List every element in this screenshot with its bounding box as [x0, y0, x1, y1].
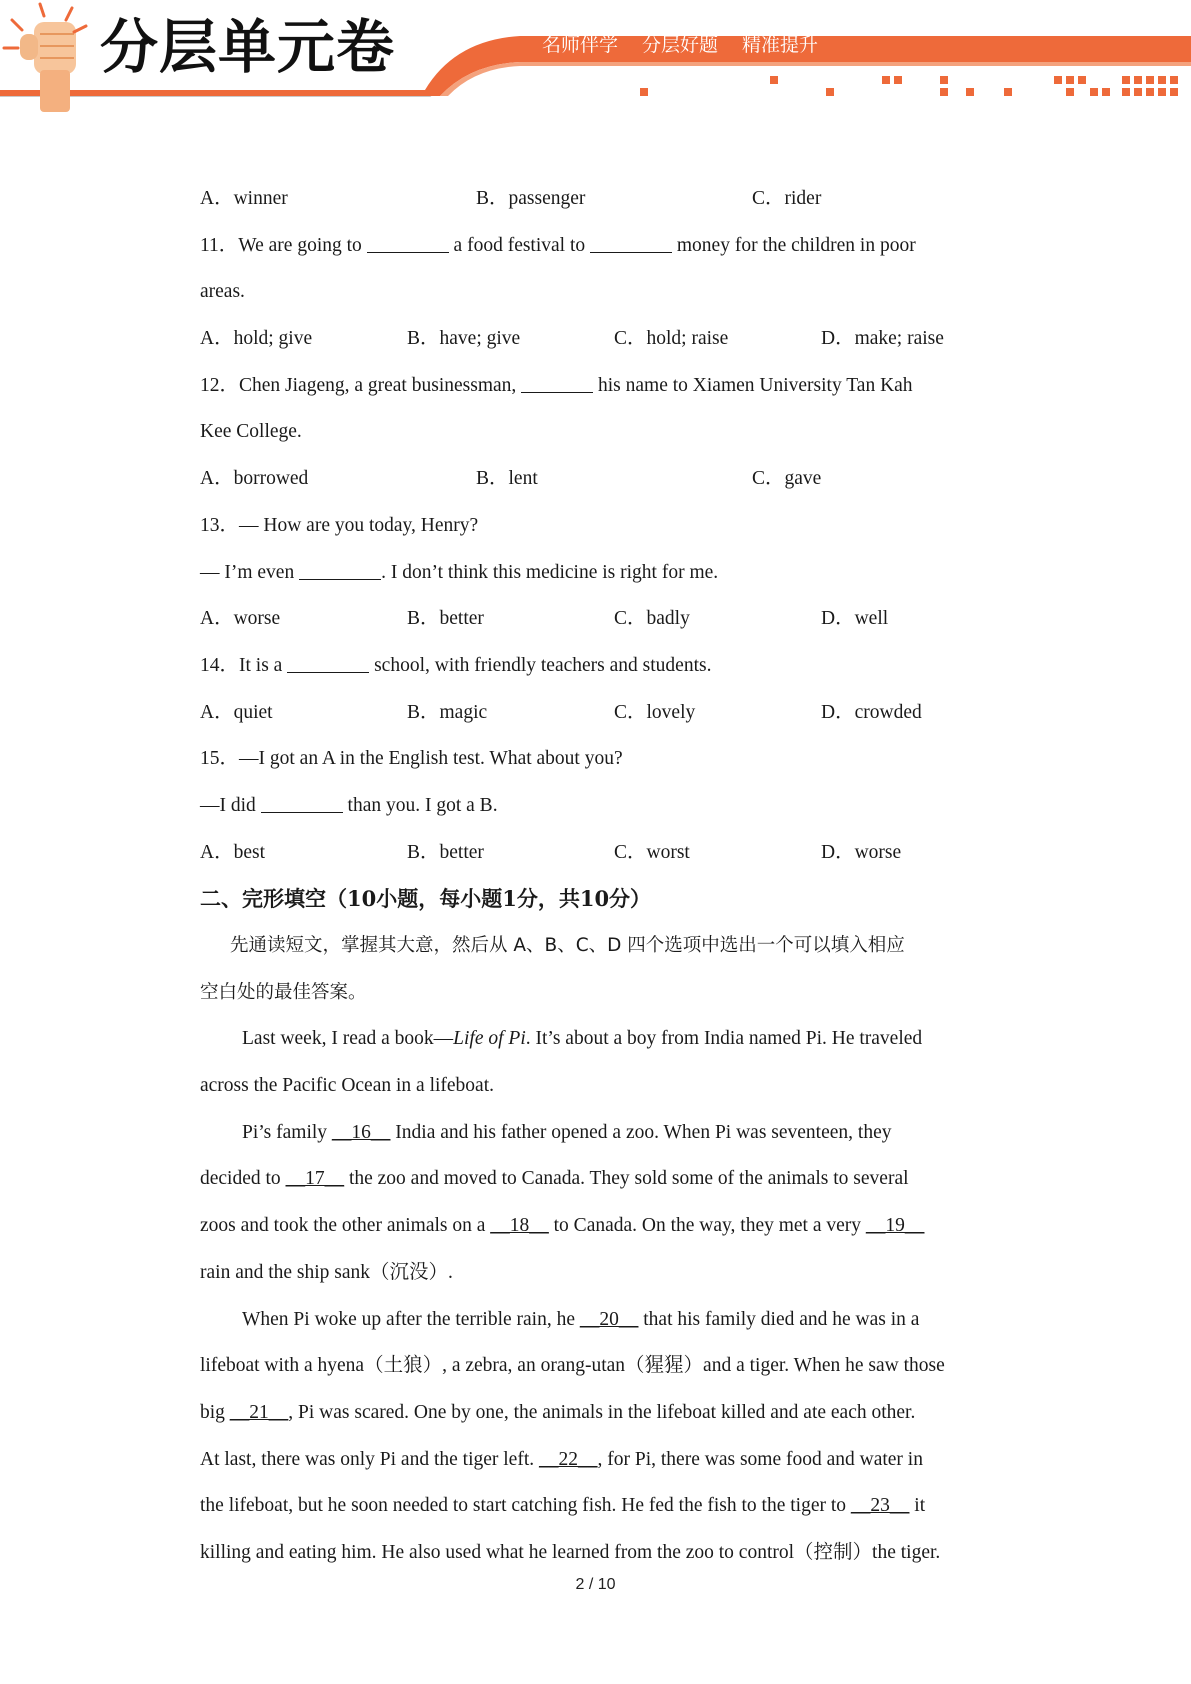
passage-line: across the Pacific Ocean in a lifeboat.	[200, 1075, 494, 1097]
option-d: D．make; raise	[821, 328, 944, 350]
option-b: B．lent	[476, 468, 538, 490]
passage-line: Pi’s family __16__ India and his father opened a zoo. When Pi was seventeen, they	[242, 1121, 892, 1143]
passage-line: killing and eating him. He also used what he learned from the zoo to control（控制）the tiger.	[200, 1541, 941, 1563]
answer-blank	[367, 232, 449, 253]
blank-17: __17__	[285, 1168, 345, 1190]
q12-options	[200, 456, 1000, 503]
option-a: A．quiet	[200, 701, 273, 723]
section-title: 二、完形填空（10小题，每小题1分，共10分）	[200, 886, 652, 912]
slogan-3: 精准提升	[742, 34, 819, 56]
brand-title: 分层单元卷	[100, 13, 396, 81]
blank-20: __20__	[579, 1308, 639, 1330]
option-d: D．crowded	[821, 701, 922, 723]
passage-line: big __21__, Pi was scared. One by one, the animals in the lifeboat killed and ate each other.	[200, 1401, 916, 1423]
option-b: B．have; give	[407, 328, 521, 350]
q15-options	[200, 830, 1000, 877]
q14-stem: 14．It is a school, with friendly teachers and students.	[200, 643, 1000, 690]
option-b: B．better	[407, 841, 484, 863]
blank-22: __22__	[539, 1448, 598, 1470]
blank-21: __21__	[229, 1401, 289, 1423]
option-a: A．hold; give	[200, 328, 313, 350]
answer-blank	[287, 652, 369, 673]
answer-blank	[590, 232, 672, 253]
answer-blank	[521, 372, 593, 393]
q15-reply: —I did than you. I got a B.	[200, 783, 1000, 830]
option-b: B．passenger	[476, 188, 586, 209]
q12-stem-cont: Kee College.	[200, 421, 302, 443]
passage-line: decided to __17__ the zoo and moved to Canada. They sold some of the animals to several	[200, 1168, 909, 1190]
header-banner	[0, 0, 1191, 120]
option-c: C．hold; raise	[614, 328, 729, 350]
q13-options	[200, 596, 1000, 643]
option-d: D．worse	[821, 841, 902, 863]
option-a: A．borrowed	[200, 468, 309, 490]
q11-stem: 11．We are going to a food festival to money for the children in poor	[200, 223, 1000, 270]
passage-line: rain and the ship sank（沉没）.	[200, 1261, 453, 1283]
q13-reply: — I’m even . I don’t think this medicine is right for me.	[200, 550, 1000, 597]
q13-stem: 13．— How are you today, Henry?	[200, 514, 479, 536]
book-title: Life of Pi	[453, 1028, 526, 1050]
slogan-2: 分层好题	[642, 34, 719, 56]
blank-16: __16__	[331, 1121, 391, 1143]
option-a: A．worse	[200, 608, 281, 630]
option-c: C．gave	[752, 468, 822, 490]
q12-stem: 12．Chen Jiageng, a great businessman, his name to Xiamen University Tan Kah	[200, 363, 1000, 410]
q15-stem: 15．—I got an A in the English test. What about you?	[200, 748, 623, 770]
option-a: A．best	[200, 841, 265, 863]
passage-line: When Pi woke up after the terrible rain, he __20__ that his family died and he was in a	[242, 1308, 920, 1330]
section-instruction-cont: 空白处的最佳答案。	[200, 981, 367, 1003]
decorative-squares	[640, 76, 1178, 96]
section-instruction: 先通读短文，掌握其大意，然后从 A、B、C、D 四个选项中选出一个可以填入相应	[230, 935, 905, 956]
q14-options	[200, 690, 1000, 737]
answer-blank	[299, 559, 381, 580]
passage-line: lifeboat with a hyena（土狼）, a zebra, an orang-utan（猩猩）and a tiger. When he saw those	[200, 1355, 945, 1377]
option-c: C．rider	[752, 188, 822, 209]
slogan-1: 名师伴学	[542, 34, 619, 56]
blank-19: __19__	[865, 1215, 925, 1237]
option-c: C．badly	[614, 608, 690, 630]
option-b: B．magic	[407, 701, 488, 723]
q11-options	[200, 316, 1000, 363]
option-a: A．winner	[200, 188, 288, 209]
option-b: B．better	[407, 608, 484, 630]
option-c: C．lovely	[614, 701, 696, 723]
worksheet-content	[200, 176, 1000, 1577]
passage-line: At last, there was only Pi and the tiger left. __22__, for Pi, there was some food and water in	[200, 1448, 923, 1470]
q11-stem-cont: areas.	[200, 281, 245, 303]
blank-18: __18__	[490, 1215, 549, 1237]
option-c: C．worst	[614, 841, 690, 863]
q10-options	[200, 176, 1000, 223]
passage-line: Last week, I read a book—Life of Pi. It’s about a boy from India named Pi. He traveled	[242, 1028, 923, 1050]
option-d: D．well	[821, 608, 889, 630]
passage-line: the lifeboat, but he soon needed to start catching fish. He fed the fish to the tiger to __23__ it	[200, 1495, 926, 1517]
passage-line: zoos and took the other animals on a __18__ to Canada. On the way, they met a very __19__	[200, 1215, 925, 1237]
blank-23: __23__	[850, 1495, 910, 1517]
answer-blank	[261, 792, 343, 813]
page-number: 2 / 10	[575, 1576, 616, 1593]
